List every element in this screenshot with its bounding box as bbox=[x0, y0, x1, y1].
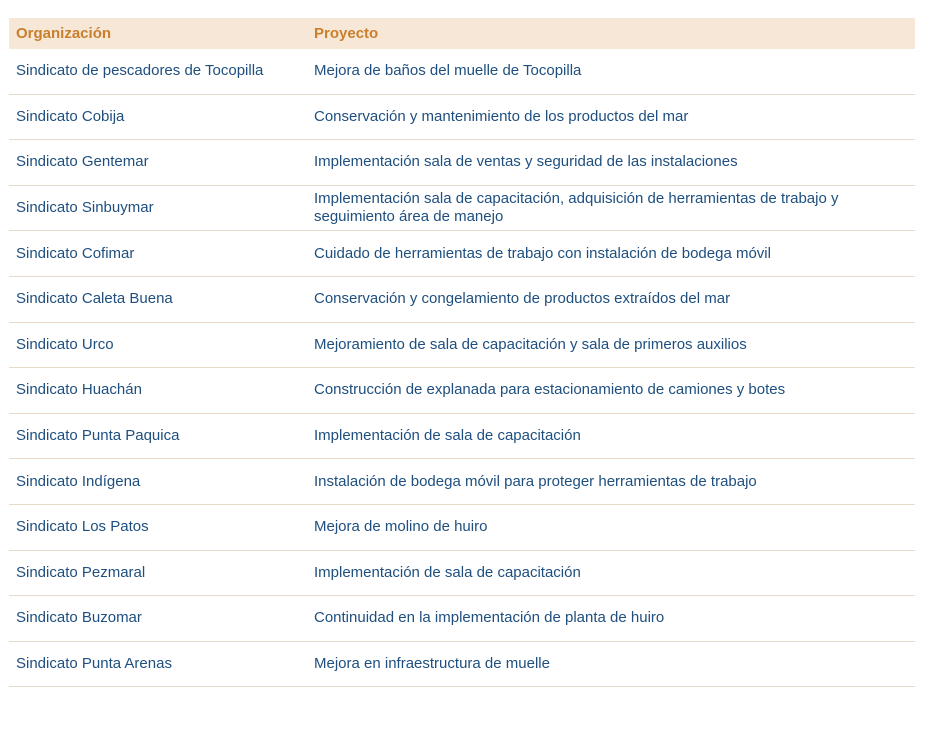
header-organization: Organización bbox=[16, 25, 112, 42]
cell-project: Construcción de explanada para estacionamiento de camiones y botes bbox=[314, 381, 786, 399]
cell-project: Conservación y congelamiento de productos extraídos del mar bbox=[314, 290, 731, 308]
table-row bbox=[9, 95, 915, 141]
table-row bbox=[9, 140, 915, 186]
table-row bbox=[9, 596, 915, 642]
cell-project: Implementación de sala de capacitación bbox=[314, 427, 581, 445]
header-project: Proyecto bbox=[314, 25, 379, 42]
cell-project: Implementación de sala de capacitación bbox=[314, 563, 581, 581]
cell-organization: Sindicato Punta Paquica bbox=[16, 427, 180, 445]
cell-organization: Sindicato Huachán bbox=[16, 381, 142, 399]
table-row bbox=[9, 49, 915, 95]
table-body bbox=[9, 49, 915, 687]
cell-project: Implementación sala de ventas y seguridad de las instalaciones bbox=[314, 153, 738, 171]
table-row bbox=[9, 414, 915, 460]
table-row bbox=[9, 277, 915, 323]
cell-organization: Sindicato Urco bbox=[16, 335, 114, 353]
table-row bbox=[9, 231, 915, 277]
table-row bbox=[9, 505, 915, 551]
table-row bbox=[9, 551, 915, 597]
cell-organization: Sindicato Buzomar bbox=[16, 609, 142, 627]
cell-project: Mejoramiento de sala de capacitación y sala de primeros auxilios bbox=[314, 335, 747, 353]
table-row bbox=[9, 368, 915, 414]
cell-organization: Sindicato Sinbuymar bbox=[16, 199, 154, 217]
cell-organization: Sindicato Indígena bbox=[16, 472, 141, 490]
table-row bbox=[9, 642, 915, 688]
cell-organization: Sindicato Punta Arenas bbox=[16, 655, 172, 673]
cell-project: Instalación de bodega móvil para proteger herramientas de trabajo bbox=[314, 472, 757, 490]
cell-project: Continuidad en la implementación de planta de huiro bbox=[314, 609, 665, 627]
cell-organization: Sindicato Caleta Buena bbox=[16, 290, 173, 308]
cell-project: Mejora en infraestructura de muelle bbox=[314, 655, 550, 673]
cell-organization: Sindicato Pezmaral bbox=[16, 563, 146, 581]
table-row bbox=[9, 186, 915, 232]
table-header bbox=[9, 18, 915, 49]
cell-project: Conservación y mantenimiento de los productos del mar bbox=[314, 107, 689, 125]
table-row bbox=[9, 459, 915, 505]
cell-organization: Sindicato Los Patos bbox=[16, 518, 149, 536]
cell-project: Mejora de baños del muelle de Tocopilla bbox=[314, 62, 582, 80]
cell-organization: Sindicato de pescadores de Tocopilla bbox=[16, 62, 264, 80]
cell-organization: Sindicato Cofimar bbox=[16, 244, 135, 262]
cell-project: Cuidado de herramientas de trabajo con instalación de bodega móvil bbox=[314, 244, 771, 262]
projects-table bbox=[9, 18, 915, 687]
cell-project: Implementación sala de capacitación, adquisición de herramientas de trabajo y seguimiento área de manejo bbox=[314, 190, 839, 226]
table-row bbox=[9, 323, 915, 369]
cell-organization: Sindicato Gentemar bbox=[16, 153, 149, 171]
cell-project: Mejora de molino de huiro bbox=[314, 518, 488, 536]
cell-organization: Sindicato Cobija bbox=[16, 107, 125, 125]
